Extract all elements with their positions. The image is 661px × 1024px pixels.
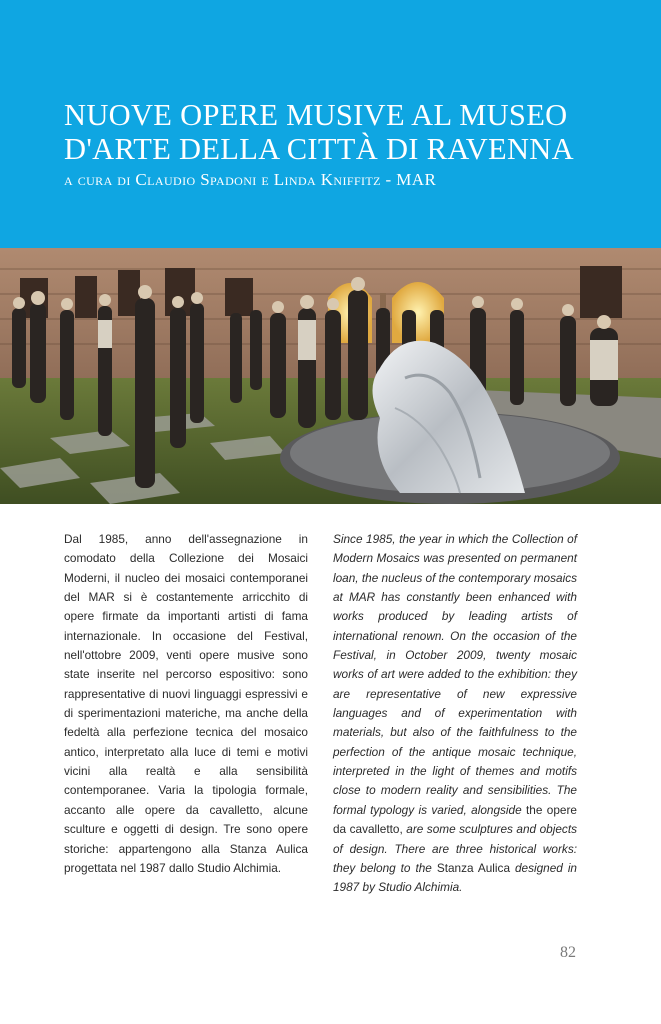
english-text-upright: Stanza Aulica xyxy=(436,860,510,875)
english-paragraph xyxy=(333,530,577,898)
english-text-part: Since 1985, the year in which the Collection of Modern Mosaics was presented on permanent loan, the nucleus of the contemporary mosaics at MAR has constantly been enhanced with works produced by leading artists of international renown. On the occasion of the Festival, in October 2009, twenty mosaic works of art were added to the exhibition: they are representative of new expressive languages and of experimentation with materials, but also of the faithfulness to the perfection of the antique mosaic technique, interpreted in the light of themes and motifs close to modern reality and sensibilities. The formal typology is varied, alongside xyxy=(333,532,577,817)
english-text-part: designed in 1987 by Studio Alchimia. xyxy=(333,860,577,895)
italian-paragraph: Dal 1985, anno dell'assegnazione in comodato della Collezione dei Mosaici Moderni, il nucleo dei mosaici contemporanei del MAR si è costantemente arricchito di opere firmate da importanti artisti di fama internazionale. In occasione del Festival, nell'ottobre 2009, venti opere musive sono state inserite nel percorso espositivo: sono rappresentative di nuovi linguaggi espressivi e di sperimentazioni materiche, ma anche della fedeltà alla perfezione tecnica del mosaico antico, interpretato alla luce di temi e motivi vicini alla realtà e alla sensibilità contemporanee. Varia la tipologia formale, accanto alle opere da cavalletto, alcune sculture e oggetti di design. Tre sono opere storiche: appartengono alla Stanza Aulica progettata nel 1987 dallo Studio Alchimia. xyxy=(64,532,308,875)
column-english xyxy=(333,530,577,898)
english-text-part: are some sculptures and objects of design. There are three historical works: they belong to the xyxy=(333,822,577,875)
page-title: NUOVE OPERE MUSIVE AL MUSEO D'ARTE DELLA CITTÀ DI RAVENNA xyxy=(64,98,574,166)
page-subtitle: a cura di Claudio Spadoni e Linda Kniffitz - MAR xyxy=(64,170,437,189)
page-number: 82 xyxy=(560,944,576,961)
header-band xyxy=(0,0,661,248)
column-italian xyxy=(64,530,308,878)
english-text-upright: the opere da cavalletto, xyxy=(333,802,577,837)
photo-courtyard-image xyxy=(0,248,661,504)
